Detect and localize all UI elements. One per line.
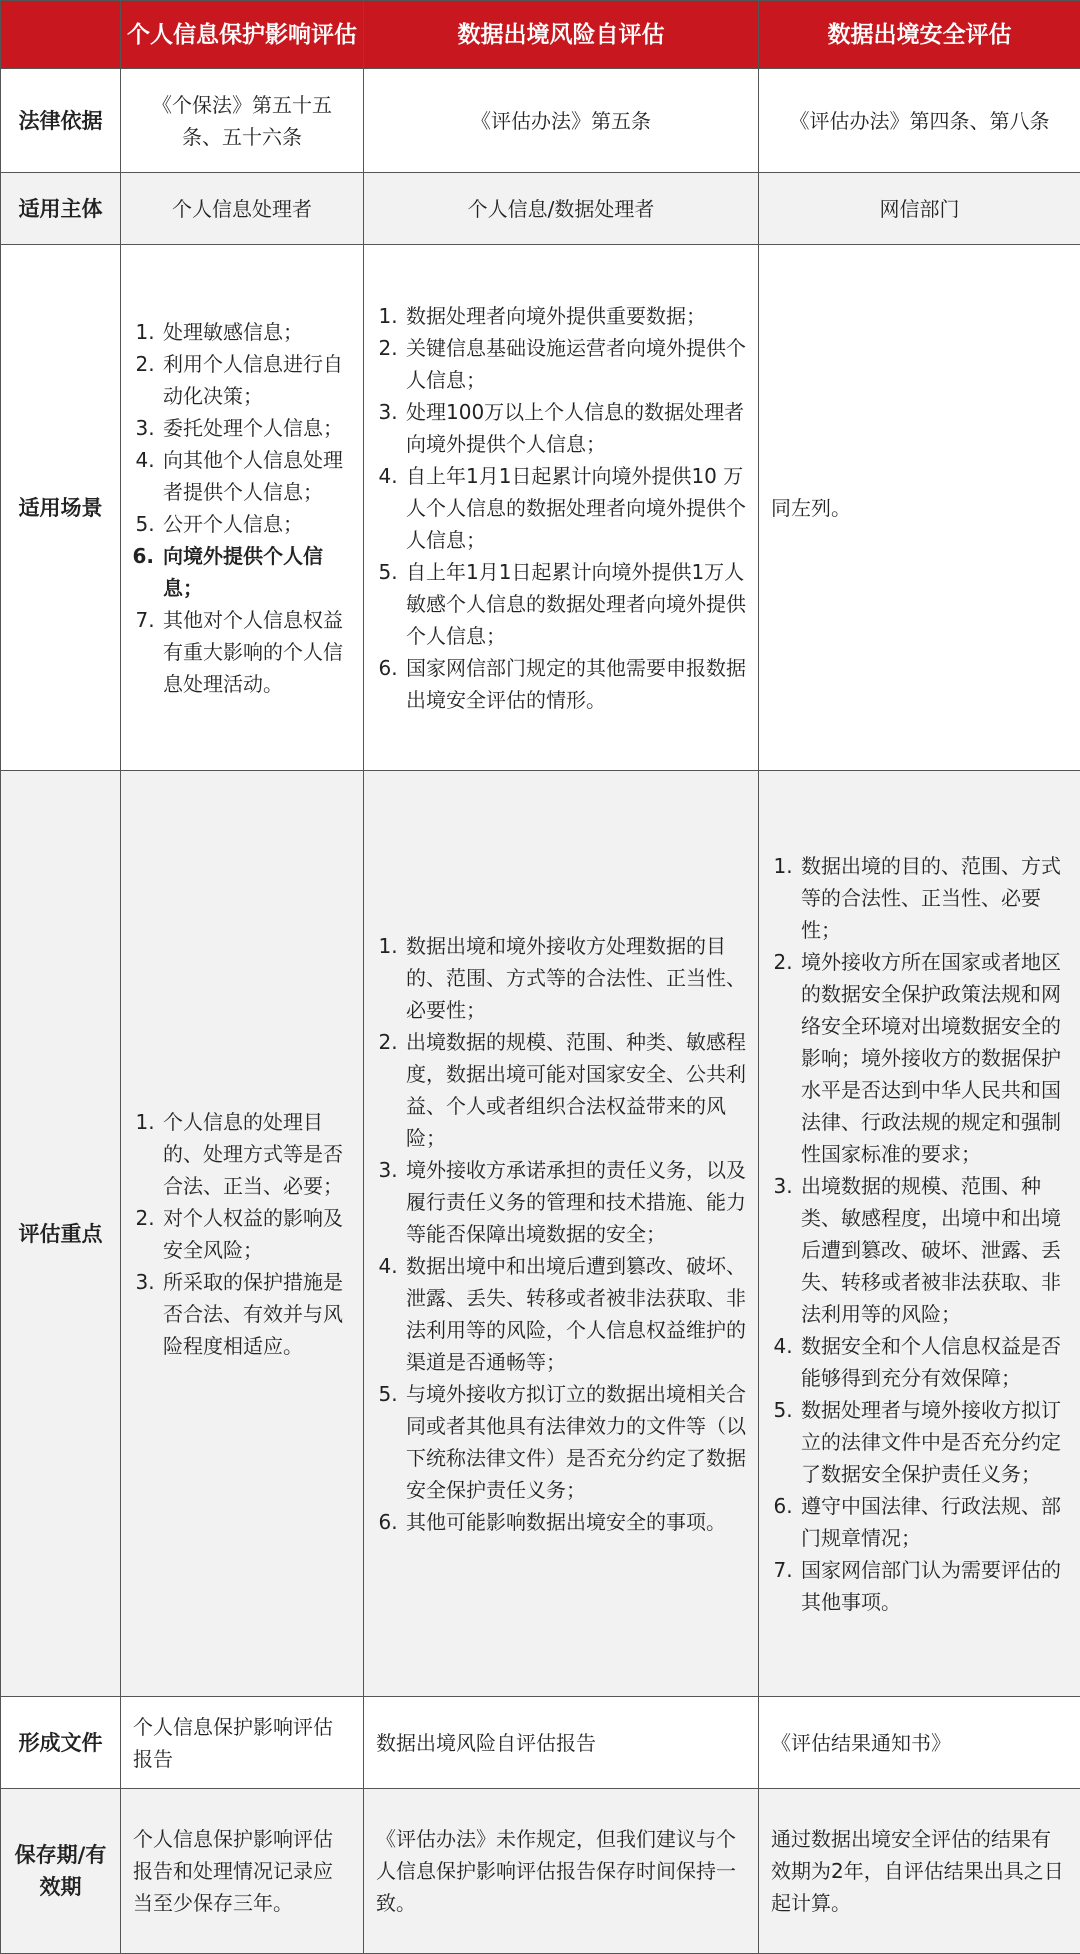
focus-col3 <box>759 771 1080 1697</box>
list-item: 1. 处理敏感信息； <box>161 316 351 348</box>
focus-col1 <box>121 771 364 1697</box>
scenarios-col2 <box>364 245 759 771</box>
list-item: 1. 个人信息的处理目的、处理方式等是否合法、正当、必要； <box>161 1106 351 1202</box>
header-row <box>1 1 1080 69</box>
list-item: 4. 数据安全和个人信息权益是否能够得到充分有效保障； <box>799 1330 1068 1394</box>
retention-col3: 通过数据出境安全评估的结果有效期为2年，自评估结果出具之日起计算。 <box>759 1789 1080 1954</box>
list-item-highlighted: 6. 向境外提供个人信息； <box>161 540 351 604</box>
focus-col2 <box>364 771 759 1697</box>
header-export-self-assessment: 数据出境风险自评估 <box>364 1 759 69</box>
legal-basis-col1: 《个保法》第五十五条、五十六条 <box>121 69 364 173</box>
row-label-scenarios: 适用场景 <box>1 245 121 771</box>
row-retention <box>1 1789 1080 1954</box>
row-focus <box>1 771 1080 1697</box>
list-item: 2. 对个人权益的影响及安全风险； <box>161 1202 351 1266</box>
list-item: 5. 与境外接收方拟订立的数据出境相关合同或者其他具有法律效力的文件等（以下统称法律文件）是否充分约定了数据安全保护责任义务； <box>404 1378 746 1506</box>
row-subject <box>1 173 1080 245</box>
documents-col2: 数据出境风险自评估报告 <box>364 1697 759 1789</box>
scenarios-list-col2 <box>376 300 746 716</box>
row-scenarios <box>1 245 1080 771</box>
header-export-security-assessment: 数据出境安全评估 <box>759 1 1080 69</box>
focus-list-col2 <box>376 930 746 1538</box>
list-item: 2. 境外接收方所在国家或者地区的数据安全保护政策法规和网络安全环境对出境数据安全的影响；境外接收方的数据保护水平是否达到中华人民共和国法律、行政法规的规定和强制性国家标准的要求； <box>799 946 1068 1170</box>
list-item: 3. 境外接收方承诺承担的责任义务，以及履行责任义务的管理和技术措施、能力等能否保障出境数据的安全； <box>404 1154 746 1250</box>
retention-col1: 个人信息保护影响评估报告和处理情况记录应当至少保存三年。 <box>121 1789 364 1954</box>
list-item: 6. 遵守中国法律、行政法规、部门规章情况； <box>799 1490 1068 1554</box>
scenarios-list-col1 <box>133 316 351 700</box>
scenarios-col1 <box>121 245 364 771</box>
list-item: 4. 自上年1月1日起累计向境外提供10 万人个人信息的数据处理者向境外提供个人信息； <box>404 460 746 556</box>
list-item: 3. 出境数据的规模、范围、种类、敏感程度，出境中和出境后遭到篡改、破坏、泄露、丢失、转移或者被非法获取、非法利用等的风险； <box>799 1170 1068 1330</box>
documents-col3: 《评估结果通知书》 <box>759 1697 1080 1789</box>
legal-basis-col3: 《评估办法》第四条、第八条 <box>759 69 1080 173</box>
header-corner <box>1 1 121 69</box>
row-documents <box>1 1697 1080 1789</box>
list-item: 3. 委托处理个人信息； <box>161 412 351 444</box>
list-item: 2. 出境数据的规模、范围、种类、敏感程度，数据出境可能对国家安全、公共利益、个人或者组织合法权益带来的风险； <box>404 1026 746 1154</box>
list-item: 6. 其他可能影响数据出境安全的事项。 <box>404 1506 746 1538</box>
list-item: 2. 利用个人信息进行自动化决策； <box>161 348 351 412</box>
retention-col2: 《评估办法》未作规定，但我们建议与个人信息保护影响评估报告保存时间保持一致。 <box>364 1789 759 1954</box>
subject-col1: 个人信息处理者 <box>121 173 364 245</box>
row-label-documents: 形成文件 <box>1 1697 121 1789</box>
list-item: 1. 数据出境和境外接收方处理数据的目的、范围、方式等的合法性、正当性、必要性； <box>404 930 746 1026</box>
row-legal-basis <box>1 69 1080 173</box>
row-label-subject: 适用主体 <box>1 173 121 245</box>
list-item: 1. 数据处理者向境外提供重要数据； <box>404 300 746 332</box>
subject-col2: 个人信息/数据处理者 <box>364 173 759 245</box>
list-item: 6. 国家网信部门规定的其他需要申报数据出境安全评估的情形。 <box>404 652 746 716</box>
row-label-retention: 保存期/有效期 <box>1 1789 121 1954</box>
list-item: 5. 公开个人信息； <box>161 508 351 540</box>
list-item: 3. 所采取的保护措施是否合法、有效并与风险程度相适应。 <box>161 1266 351 1362</box>
list-item: 5. 自上年1月1日起累计向境外提供1万人敏感个人信息的数据处理者向境外提供个人信息； <box>404 556 746 652</box>
documents-col1: 个人信息保护影响评估报告 <box>121 1697 364 1789</box>
list-item: 4. 数据出境中和出境后遭到篡改、破坏、泄露、丢失、转移或者被非法获取、非法利用等的风险，个人信息权益维护的渠道是否通畅等； <box>404 1250 746 1378</box>
list-item: 4. 向其他个人信息处理者提供个人信息； <box>161 444 351 508</box>
focus-list-col3 <box>771 850 1068 1618</box>
list-item: 7. 国家网信部门认为需要评估的其他事项。 <box>799 1554 1068 1618</box>
focus-list-col1 <box>133 1106 351 1362</box>
list-item: 1. 数据出境的目的、范围、方式等的合法性、正当性、必要性； <box>799 850 1068 946</box>
row-label-focus: 评估重点 <box>1 771 121 1697</box>
list-item: 5. 数据处理者与境外接收方拟订立的法律文件中是否充分约定了数据安全保护责任义务； <box>799 1394 1068 1490</box>
scenarios-col3: 同左列。 <box>759 245 1080 771</box>
list-item: 7. 其他对个人信息权益有重大影响的个人信息处理活动。 <box>161 604 351 700</box>
list-item: 2. 关键信息基础设施运营者向境外提供个人信息； <box>404 332 746 396</box>
list-item: 3. 处理100万以上个人信息的数据处理者向境外提供个人信息； <box>404 396 746 460</box>
row-label-legal-basis: 法律依据 <box>1 69 121 173</box>
header-pi-impact-assessment: 个人信息保护影响评估 <box>121 1 364 69</box>
subject-col3: 网信部门 <box>759 173 1080 245</box>
legal-basis-col2: 《评估办法》第五条 <box>364 69 759 173</box>
